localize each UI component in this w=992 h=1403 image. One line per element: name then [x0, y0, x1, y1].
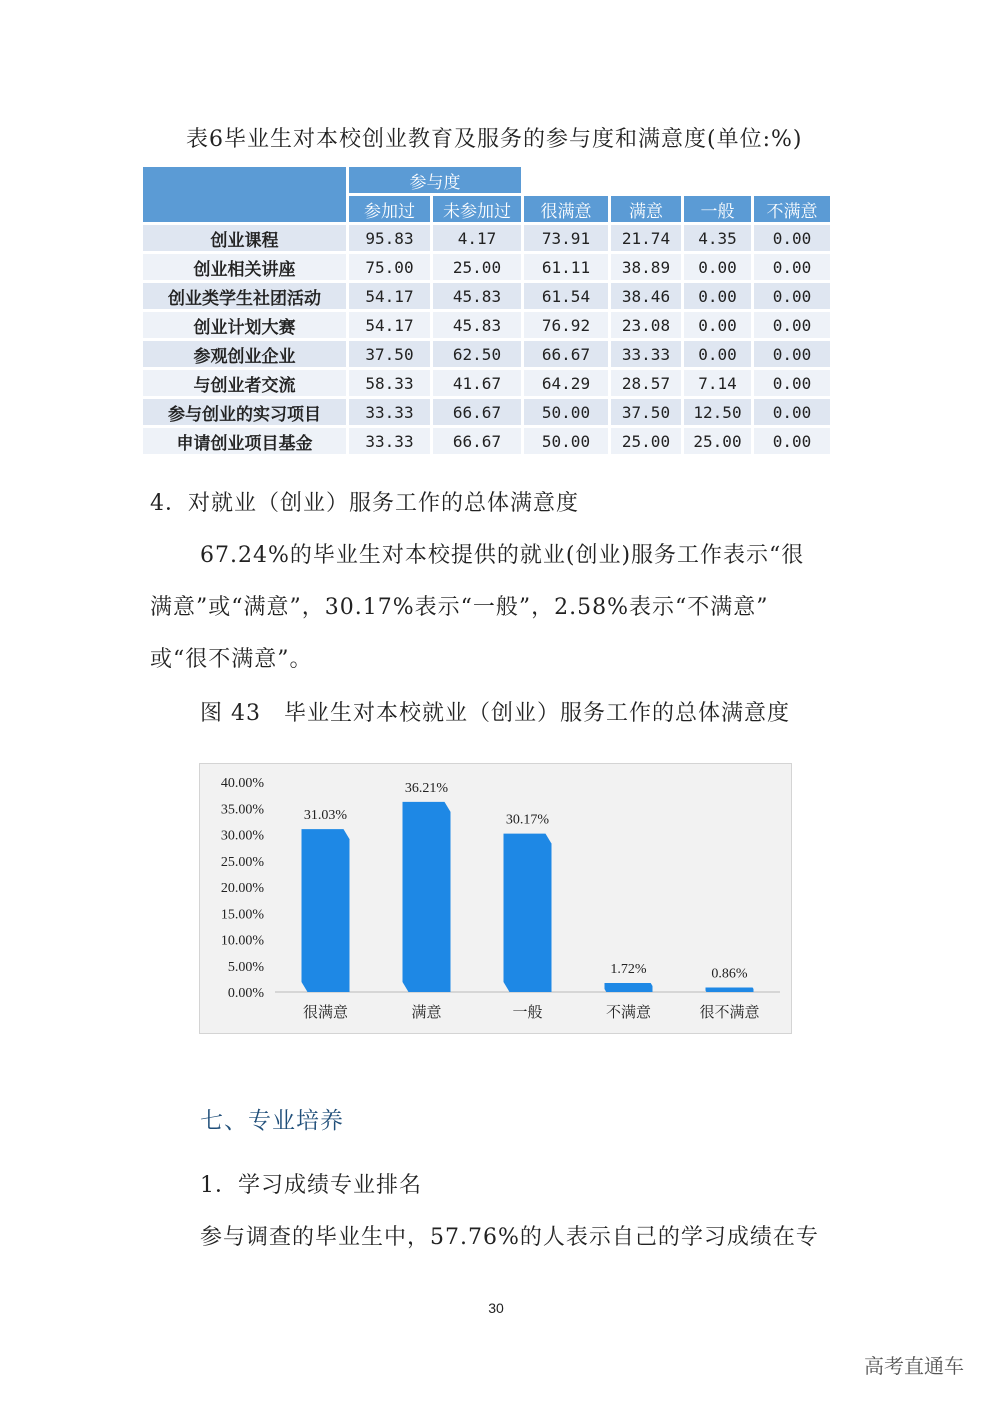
figure-caption: 图 43 毕业生对本校就业（创业）服务工作的总体满意度 [200, 701, 790, 726]
y-tick-label: 40.00% [220, 776, 264, 791]
table-cell: 0.00 [754, 341, 830, 367]
table-cell: 4.17 [433, 225, 521, 251]
row-label: 创业类学生社团活动 [143, 283, 346, 309]
table-cell: 54.17 [349, 312, 430, 338]
corner-header-cell [143, 167, 346, 222]
y-tick-label: 25.00% [220, 854, 264, 870]
row-label: 参观创业企业 [143, 341, 346, 367]
table-cell: 23.08 [611, 312, 681, 338]
table-cell: 33.33 [349, 428, 430, 454]
table-row [143, 225, 830, 251]
y-tick-label: 5.00% [227, 959, 264, 975]
x-category-label: 满意 [411, 1003, 442, 1021]
column-header: 很满意 [524, 196, 608, 222]
column-header: 一般 [684, 196, 751, 222]
table-cell: 38.46 [611, 283, 681, 309]
table-row [143, 283, 830, 309]
table-cell: 0.00 [754, 283, 830, 309]
table-cell: 25.00 [611, 428, 681, 454]
y-tick-label: 30.00% [220, 828, 264, 844]
table-cell: 76.92 [524, 312, 608, 338]
bar [504, 834, 552, 992]
table-cell: 50.00 [524, 428, 608, 454]
table-cell: 45.83 [433, 283, 521, 309]
paragraph-line-2: 满意”或“满意”，30.17%表示“一般”，2.58%表示“不满意” [150, 595, 769, 620]
table-cell: 0.00 [754, 254, 830, 280]
table-cell: 37.50 [349, 341, 430, 367]
bar-value-label: 30.17% [505, 812, 550, 828]
column-header: 不满意 [754, 196, 830, 222]
x-category-label: 很满意 [302, 1003, 349, 1021]
heading-overall-satisfaction: 4．对就业（创业）服务工作的总体满意度 [150, 491, 579, 516]
table-cell: 75.00 [349, 254, 430, 280]
table-cell: 0.00 [684, 341, 751, 367]
table-cell: 0.00 [754, 428, 830, 454]
heading-study-ranking: 1．学习成绩专业排名 [200, 1173, 422, 1198]
x-category-label: 不满意 [605, 1003, 652, 1021]
row-label: 创业课程 [143, 225, 346, 251]
row-label: 与创业者交流 [143, 370, 346, 396]
table-cell: 95.83 [349, 225, 430, 251]
table-row [143, 312, 830, 338]
bar [302, 829, 350, 992]
table-cell: 0.00 [684, 254, 751, 280]
column-header: 参加过 [349, 196, 430, 222]
table-row [143, 254, 830, 280]
table-cell: 33.33 [349, 399, 430, 425]
table-cell: 25.00 [433, 254, 521, 280]
group-header-participation: 参与度 [349, 167, 521, 193]
table-cell: 12.50 [684, 399, 751, 425]
table-cell: 33.33 [611, 341, 681, 367]
table-cell: 64.29 [524, 370, 608, 396]
table-row [143, 428, 830, 454]
table-cell: 37.50 [611, 399, 681, 425]
table-cell: 28.57 [611, 370, 681, 396]
y-tick-label: 20.00% [220, 881, 264, 896]
chart-svg [200, 764, 791, 1033]
table-title: 表6毕业生对本校创业教育及服务的参与度和满意度(单位:%) [186, 127, 803, 152]
satisfaction-chart [199, 763, 792, 1034]
bar-value-label: 1.72% [610, 961, 647, 977]
table-cell: 0.00 [684, 283, 751, 309]
bar-value-label: 36.21% [404, 780, 449, 796]
row-label: 创业计划大赛 [143, 312, 346, 338]
table-cell: 0.00 [754, 312, 830, 338]
table-cell: 0.00 [754, 399, 830, 425]
header-spacer [524, 167, 830, 193]
table-cell: 54.17 [349, 283, 430, 309]
table-cell: 25.00 [684, 428, 751, 454]
bar-value-label: 0.86% [711, 966, 748, 982]
table-cell: 50.00 [524, 399, 608, 425]
x-category-label: 一般 [512, 1003, 543, 1021]
table-cell: 38.89 [611, 254, 681, 280]
table-cell: 0.00 [754, 370, 830, 396]
bar [605, 983, 653, 992]
column-header: 满意 [611, 196, 681, 222]
row-label: 创业相关讲座 [143, 254, 346, 280]
table-row [143, 399, 830, 425]
paragraph-line-3: 或“很不满意”。 [150, 647, 313, 672]
row-label: 申请创业项目基金 [143, 428, 346, 454]
table-row [143, 341, 830, 367]
x-category-label: 很不满意 [699, 1003, 760, 1021]
section-heading: 七、专业培养 [200, 1108, 344, 1134]
table-cell: 4.35 [684, 225, 751, 251]
y-tick-label: 0.00% [227, 986, 264, 1001]
table-cell: 61.11 [524, 254, 608, 280]
table-cell: 62.50 [433, 341, 521, 367]
participation-satisfaction-table [140, 164, 833, 457]
table-cell: 45.83 [433, 312, 521, 338]
table-cell: 66.67 [524, 341, 608, 367]
page-number: 30 [488, 1300, 504, 1316]
paragraph-line-1: 67.24%的毕业生对本校提供的就业(创业)服务工作表示“很 [200, 543, 805, 568]
table-cell: 0.00 [754, 225, 830, 251]
y-tick-label: 35.00% [220, 802, 264, 818]
table-row [143, 370, 830, 396]
bar-value-label: 31.03% [303, 808, 348, 824]
table-cell: 73.91 [524, 225, 608, 251]
table-cell: 0.00 [684, 312, 751, 338]
bar [403, 802, 451, 992]
bar [706, 987, 754, 992]
row-label: 参与创业的实习项目 [143, 399, 346, 425]
table-cell: 66.67 [433, 428, 521, 454]
paragraph-study-ranking: 参与调查的毕业生中，57.76%的人表示自己的学习成绩在专 [200, 1225, 819, 1250]
column-header: 未参加过 [433, 196, 521, 222]
y-tick-label: 10.00% [220, 933, 264, 949]
table-cell: 41.67 [433, 370, 521, 396]
table-cell: 21.74 [611, 225, 681, 251]
watermark: 高考直通车 [864, 1354, 964, 1378]
table-cell: 61.54 [524, 283, 608, 309]
table-cell: 58.33 [349, 370, 430, 396]
y-tick-label: 15.00% [220, 907, 264, 923]
table-cell: 66.67 [433, 399, 521, 425]
table-cell: 7.14 [684, 370, 751, 396]
